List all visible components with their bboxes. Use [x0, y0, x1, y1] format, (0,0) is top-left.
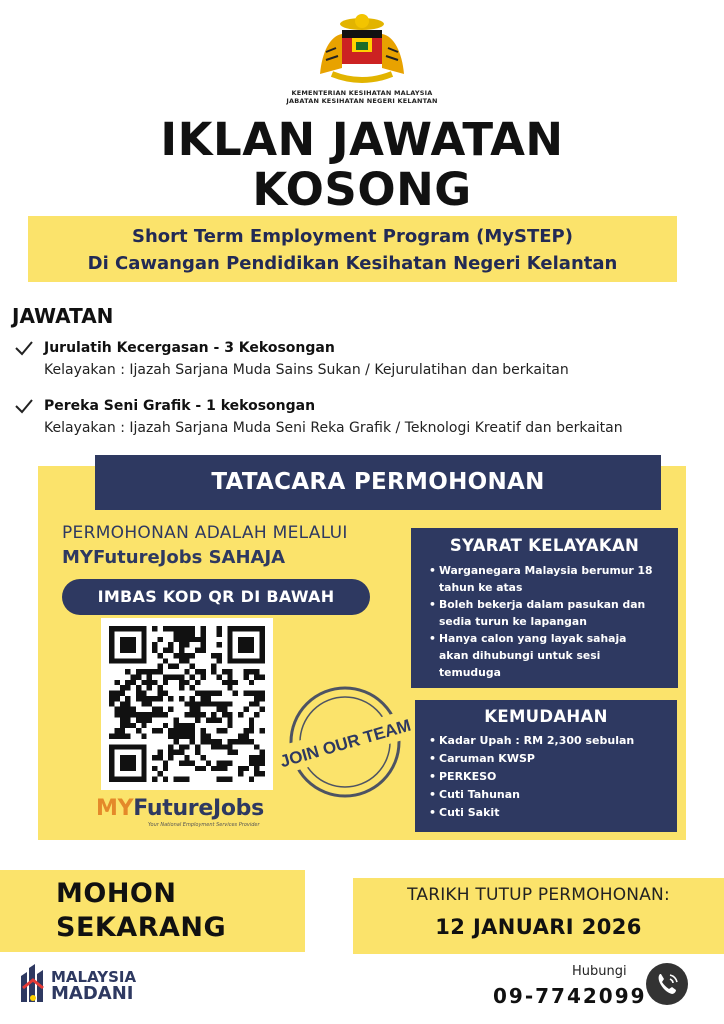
check-icon [14, 398, 34, 414]
benefit-item: • Caruman KWSP [429, 750, 677, 768]
madani-line2: MADANI [51, 983, 134, 1004]
eligibility-panel [411, 528, 678, 688]
closing-date-value: 12 JANUARI 2026 [435, 915, 642, 939]
application-platform: MYFutureJobs SAHAJA [62, 547, 286, 568]
phone-icon[interactable] [646, 963, 688, 1005]
page-title-line2: KOSONG [252, 163, 472, 216]
contact-phone[interactable]: 09-7742099 [493, 984, 647, 1008]
benefit-item: • PERKESO [429, 768, 677, 786]
eligibility-item: • Warganegara Malaysia berumur 18 tahun ke atas [429, 562, 659, 596]
program-banner [28, 216, 677, 282]
malaysia-madani-logo-icon [18, 962, 48, 1006]
apply-now-line2: SEKARANG [56, 912, 227, 943]
application-via: PERMOHONAN ADALAH MELALUI [62, 523, 348, 543]
myfuturejobs-logo: MYFutureJobs [96, 796, 264, 821]
scan-qr-pill: IMBAS KOD QR DI BAWAH [62, 579, 370, 615]
benefit-item: • Cuti Tahunan [429, 786, 677, 804]
eligibility-item: • Boleh bekerja dalam pasukan dan sedia turun ke lapangan [429, 596, 659, 630]
position-name: Pereka Seni Grafik - 1 kekosongan [44, 398, 316, 414]
benefit-item: • Kadar Upah : RM 2,300 sebulan [429, 732, 677, 750]
qr-code[interactable] [101, 618, 273, 790]
position-name: Jurulatih Kecergasan - 3 Kekosongan [44, 340, 335, 356]
apply-now-line1: MOHON [56, 878, 177, 909]
page-title-line1: IKLAN JAWATAN [160, 113, 564, 166]
position-qualification: Kelayakan : Ijazah Sarjana Muda Seni Reka Grafik / Teknologi Kreatif dan berkaitan [44, 420, 623, 436]
madani-line1: MALAYSIA [51, 968, 137, 986]
application-heading: TATACARA PERMOHONAN [95, 455, 661, 510]
apply-now-box [0, 870, 305, 952]
program-location: Di Cawangan Pendidikan Kesihatan Negeri Kelantan [87, 253, 618, 274]
position-qualification: Kelayakan : Ijazah Sarjana Muda Sains Sukan / Kejurulatihan dan berkaitan [44, 362, 569, 378]
myfuturejobs-tagline: Your National Employment Services Provider [148, 822, 260, 828]
join-our-team-stamp [276, 678, 414, 806]
benefits-panel [415, 700, 677, 832]
eligibility-heading: SYARAT KELAYAKAN [449, 536, 640, 555]
coat-of-arms-icon [312, 12, 412, 86]
closing-date-box [353, 878, 724, 954]
eligibility-item: • Hanya calon yang layak sahaja akan dihubungi untuk sesi temuduga [429, 630, 659, 681]
closing-date-label: TARIKH TUTUP PERMOHONAN: [407, 885, 670, 905]
check-icon [14, 340, 34, 356]
positions-heading: JAWATAN [12, 304, 114, 328]
contact-label: Hubungi [572, 964, 627, 979]
svg-text:JOIN OUR TEAM: JOIN OUR TEAM [277, 715, 413, 772]
department-name: JABATAN KESIHATAN NEGERI KELANTAN [286, 97, 438, 105]
ministry-name: KEMENTERIAN KESIHATAN MALAYSIA [291, 89, 433, 97]
program-name: Short Term Employment Program (MySTEP) [132, 226, 573, 247]
benefit-item: • Cuti Sakit [429, 804, 677, 822]
benefits-heading: KEMUDAHAN [484, 707, 608, 726]
